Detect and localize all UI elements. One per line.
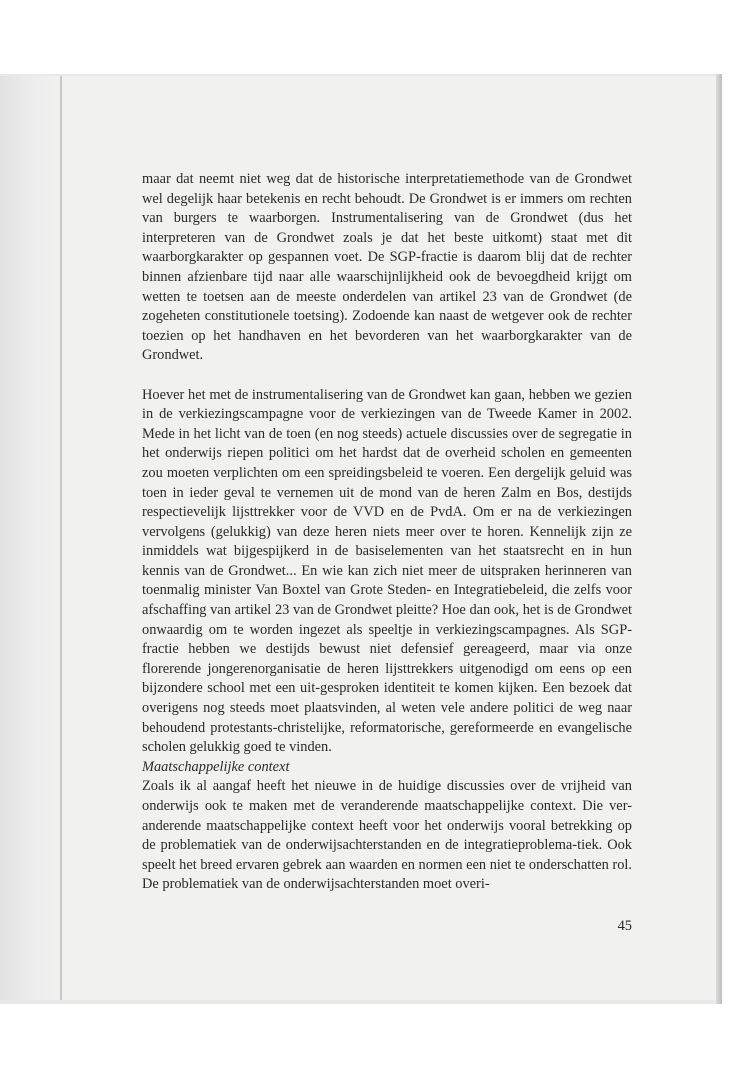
book-spine (60, 76, 62, 1000)
paragraph-2: Hoever het met de instrumentalisering van de Grondwet kan gaan, hebben we gezien in de verkiezingscampagne voor de verkiezingen van de Tweede Kamer in 2002. Mede in het licht van de toen (en nog steeds) actuele discussies over de segregatie in het onderwijs riepen politici om het hardst dat de overheid scholen en gemeenten zou moeten verplichten om een spreidingsbeleid te voeren. Een dergelijk geluid was toen in ieder geval te vernemen uit de mond van de heren Zalm en Bos, destijds respectievelijk lijsttrekker voor de VVD en de PvdA. Om er na de verkiezingen vervolgens (gelukkig) van deze heren niets meer over te horen. Kennelijk zijn ze inmiddels wat bijgespijkerd in de basiselementen van het staatsrecht en in hun kennis van de Grondwet... En wie kan zich niet meer de uitspraken herinneren van toenmalig minister Van Boxtel van Grote Steden- en Integratiebeleid, die zelfs voor afschaffing van artikel 23 van de Grondwet pleitte? Hoe dan ook, het is de Grondwet onwaardig om te worden ingezet als speeltje in verkiezingscampagnes. Als SGP-fractie hebben we destijds bewust niet defensief gereageerd, maar via onze florerende jongerenorganisatie de heren lijsttrekkers uitgenodigd om eens op een bijzondere school met een uit-gesproken identiteit te komen kijken. Een bezoek dat overigens nog steeds moet plaatsvinden, al weten vele andere politici de weg naar behoudend protestants-christelijke, reformatorische, gereformeerde en evangelische scholen gelukkig goed te vinden. (142, 386, 632, 756)
paragraph-1: maar dat neemt niet weg dat de historische interpretatiemethode van de Grondwet wel degelijk haar betekenis en recht behoudt. De Grondwet is er immers om rechten van burgers te waarborgen. Instrumentalisering van de Grondwet (dus het interpreteren van de Grondwet zoals je dat het beste uitkomt) staat met dit waarborgkarakter op gespannen voet. De SGP-fractie is daarom blij dat de rechter binnen afzienbare tijd naar alle waarschijnlijkheid ook de bevoegdheid krijgt om wetten te toetsen aan de meeste onderdelen van artikel 23 van de Grondwet (de zogeheten constitutionele toetsing). Zodoende kan naast de wetgever ook de rechter toezien op het handhaven en het bevorderen van het waarborgkarakter van de Grondwet. (142, 171, 632, 364)
page-number: 45 (617, 918, 632, 934)
page-gutter (0, 76, 62, 1000)
section-heading: Maatschappelijke context (142, 758, 290, 775)
paragraph-3: Zoals ik al aangaf heeft het nieuwe in de huidige discussies over de vrijheid van onderwijs ook te maken met de veranderende maatschappelijke context. Die ver-anderende maatschappelijke context heeft voor het onderwijs vooral betrekking op de problematiek van de onderwijsachterstanden en de integratieproblema-tiek. Ook speelt het breed ervaren gebrek aan waarden en normen een niet te onderschatten rol. De problematiek van de onderwijsachterstanden moet overi- (142, 778, 632, 893)
page-edge (716, 74, 722, 1004)
body-text (142, 170, 632, 895)
